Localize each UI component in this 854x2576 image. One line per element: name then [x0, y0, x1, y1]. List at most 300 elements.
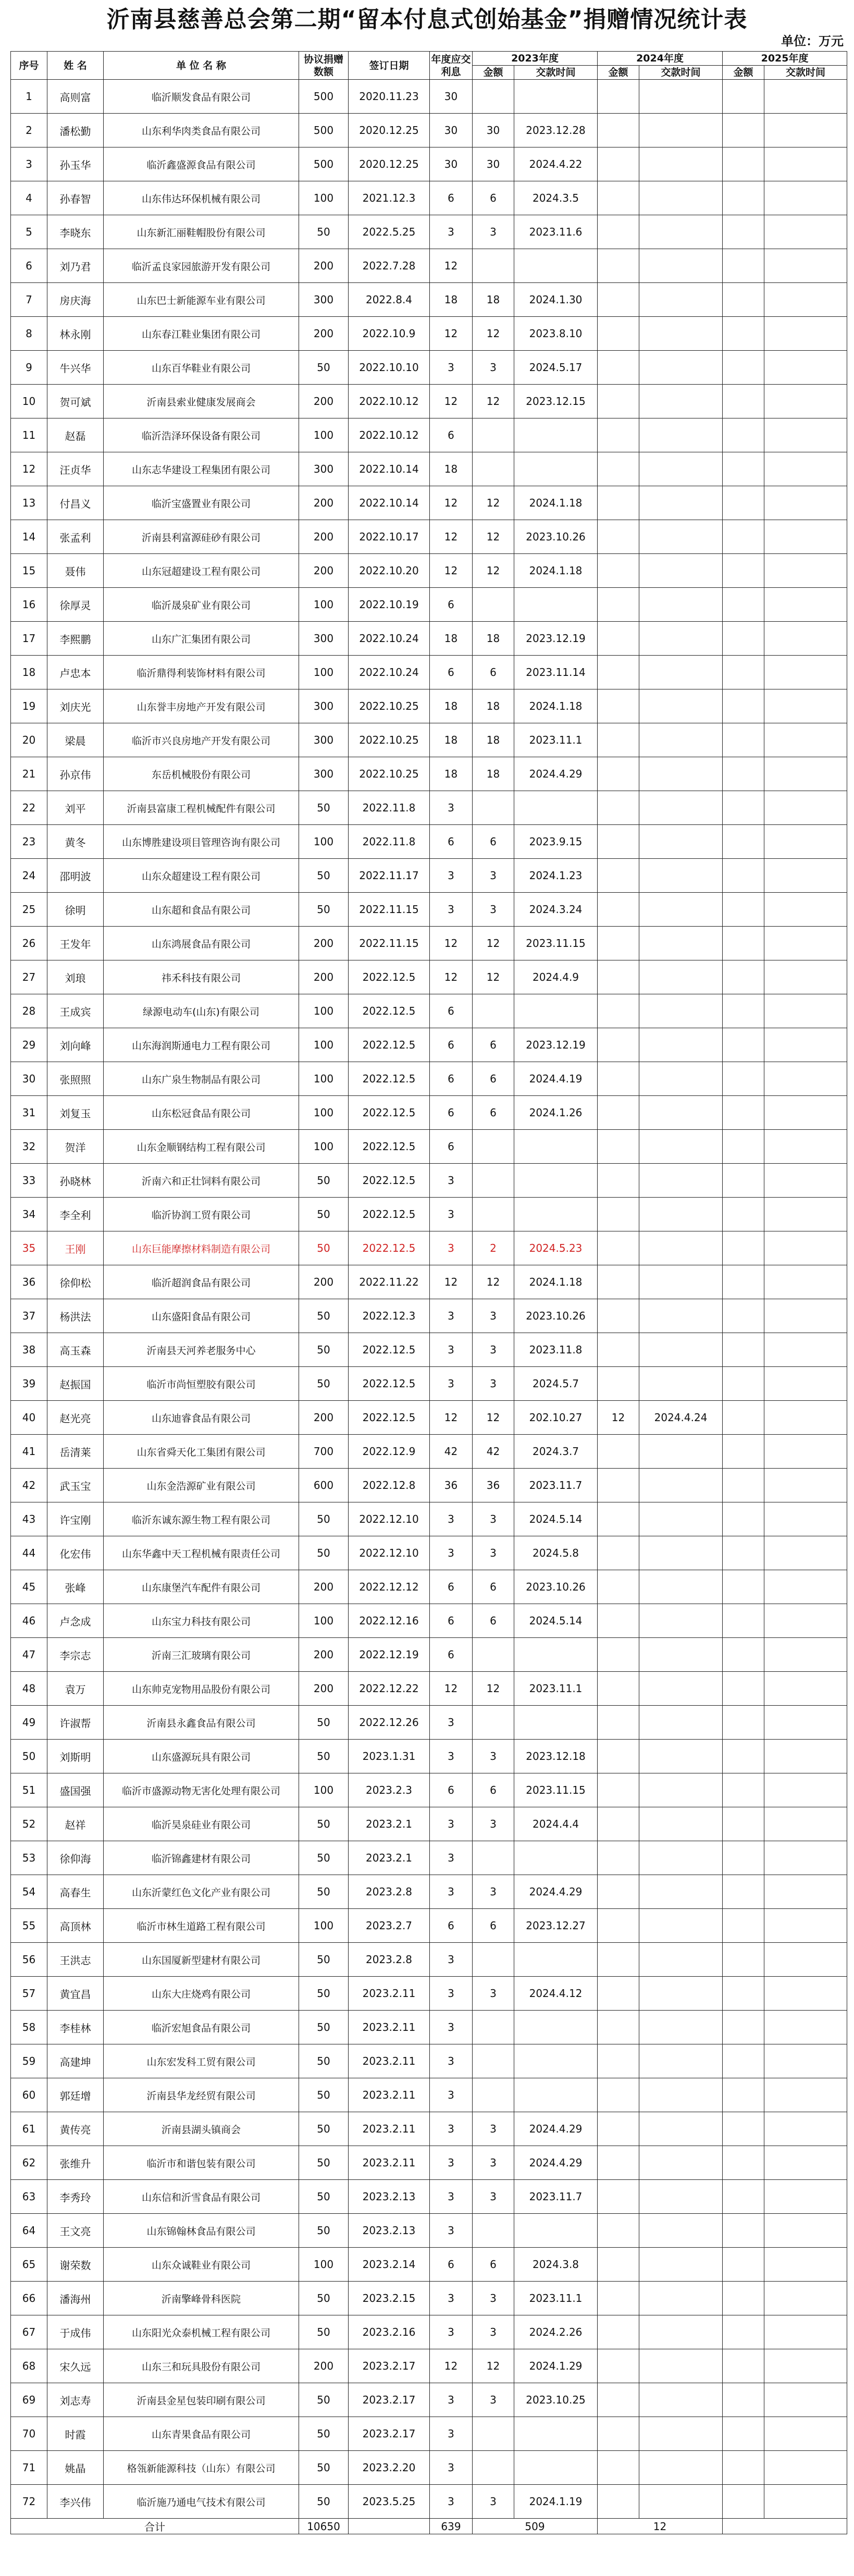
- cell-2025-time: [764, 825, 847, 859]
- cell-2025-amount: [723, 554, 764, 588]
- cell-unit: 山东众诚鞋业有限公司: [104, 2248, 299, 2282]
- cell-2024-amount: [598, 452, 639, 486]
- cell-2025-time: [764, 2078, 847, 2112]
- cell-no: 27: [11, 960, 47, 994]
- cell-date: 2022.12.5: [349, 1096, 430, 1130]
- cell-2024-amount: [598, 2282, 639, 2315]
- table-row: [11, 1231, 847, 1265]
- header-amount: 协议捐赠数额: [299, 52, 349, 80]
- cell-2025-amount: [723, 1096, 764, 1130]
- cell-no: 63: [11, 2180, 47, 2214]
- cell-no: 37: [11, 1299, 47, 1333]
- cell-unit: 山东金浩源矿业有限公司: [104, 1469, 299, 1502]
- cell-name: 高顶林: [47, 1909, 104, 1943]
- cell-2023-amount: [473, 2011, 514, 2044]
- cell-date: 2023.2.13: [349, 2180, 430, 2214]
- cell-amount: 200: [299, 1638, 349, 1672]
- cell-no: 20: [11, 723, 47, 757]
- cell-2024-time: [639, 1773, 723, 1807]
- cell-2025-amount: [723, 1062, 764, 1096]
- cell-2024-amount: [598, 1469, 639, 1502]
- cell-2025-time: [764, 1672, 847, 1706]
- cell-2025-amount: [723, 283, 764, 317]
- cell-name: 高玉森: [47, 1333, 104, 1367]
- cell-no: 55: [11, 1909, 47, 1943]
- total-row: [11, 2519, 847, 2534]
- cell-name: 刘志寿: [47, 2383, 104, 2417]
- cell-unit: 临沂超润食品有限公司: [104, 1265, 299, 1299]
- cell-2024-time: [639, 147, 723, 181]
- cell-2023-time: [514, 2451, 598, 2485]
- cell-annual: 3: [430, 1502, 473, 1536]
- cell-name: 时霞: [47, 2417, 104, 2451]
- cell-unit: 临沂协润工贸有限公司: [104, 1198, 299, 1231]
- cell-2025-amount: [723, 2146, 764, 2180]
- cell-2023-time: 2024.1.30: [514, 283, 598, 317]
- cell-2023-amount: [473, 1943, 514, 1977]
- cell-2024-amount: 12: [598, 1401, 639, 1435]
- cell-2025-time: [764, 1638, 847, 1672]
- cell-2023-amount: 3: [473, 893, 514, 927]
- cell-2025-time: [764, 147, 847, 181]
- cell-no: 1: [11, 80, 47, 114]
- cell-2025-time: [764, 1028, 847, 1062]
- table-row: [11, 114, 847, 147]
- cell-2023-amount: 3: [473, 1807, 514, 1841]
- cell-annual: 3: [430, 2112, 473, 2146]
- cell-2024-amount: [598, 2146, 639, 2180]
- table-row: [11, 1130, 847, 1164]
- table-row: [11, 2011, 847, 2044]
- cell-unit: 山东信和沂雪食品有限公司: [104, 2180, 299, 2214]
- cell-unit: 山东康堡汽车配件有限公司: [104, 1570, 299, 1604]
- cell-2025-time: [764, 1198, 847, 1231]
- cell-date: 2022.10.24: [349, 622, 430, 656]
- cell-2024-amount: [598, 1943, 639, 1977]
- cell-2024-amount: [598, 114, 639, 147]
- cell-unit: 沂南县富康工程机械配件有限公司: [104, 791, 299, 825]
- cell-name: 岳清莱: [47, 1435, 104, 1469]
- cell-annual: 3: [430, 893, 473, 927]
- cell-unit: 山东三和玩具股份有限公司: [104, 2349, 299, 2383]
- cell-name: 赵祥: [47, 1807, 104, 1841]
- cell-no: 4: [11, 181, 47, 215]
- cell-name: 牛兴华: [47, 351, 104, 385]
- cell-2024-amount: [598, 1231, 639, 1265]
- table-row: [11, 554, 847, 588]
- cell-2024-time: [639, 249, 723, 283]
- cell-2025-amount: [723, 1977, 764, 2011]
- cell-no: 18: [11, 656, 47, 689]
- cell-2024-time: [639, 2146, 723, 2180]
- cell-no: 46: [11, 1604, 47, 1638]
- cell-2023-time: [514, 452, 598, 486]
- table-row: [11, 2383, 847, 2417]
- cell-name: 张照照: [47, 1062, 104, 1096]
- cell-date: 2022.11.15: [349, 893, 430, 927]
- cell-name: 孙京伟: [47, 757, 104, 791]
- cell-2024-amount: [598, 2485, 639, 2519]
- cell-2024-time: [639, 622, 723, 656]
- cell-amount: 100: [299, 588, 349, 622]
- cell-2025-time: [764, 1570, 847, 1604]
- cell-date: 2022.12.5: [349, 1164, 430, 1198]
- cell-no: 16: [11, 588, 47, 622]
- cell-2024-time: [639, 1299, 723, 1333]
- cell-2024-amount: [598, 1367, 639, 1401]
- cell-unit: 山东松冠食品有限公司: [104, 1096, 299, 1130]
- cell-2024-amount: [598, 2044, 639, 2078]
- cell-2023-amount: 42: [473, 1435, 514, 1469]
- cell-2025-time: [764, 1909, 847, 1943]
- cell-2024-time: [639, 2282, 723, 2315]
- cell-no: 11: [11, 418, 47, 452]
- cell-no: 7: [11, 283, 47, 317]
- cell-2023-time: 2023.11.7: [514, 2180, 598, 2214]
- cell-unit: 沂南县金星包装印刷有限公司: [104, 2383, 299, 2417]
- cell-2025-time: [764, 2282, 847, 2315]
- cell-no: 41: [11, 1435, 47, 1469]
- cell-2024-time: [639, 2315, 723, 2349]
- cell-date: 2020.11.23: [349, 80, 430, 114]
- cell-2023-time: 2023.11.15: [514, 927, 598, 960]
- cell-unit: 山东宏发科工贸有限公司: [104, 2044, 299, 2078]
- cell-2023-time: 2023.12.28: [514, 114, 598, 147]
- cell-2023-amount: 36: [473, 1469, 514, 1502]
- cell-2025-amount: [723, 1198, 764, 1231]
- cell-date: 2022.12.16: [349, 1604, 430, 1638]
- cell-date: 2022.12.22: [349, 1672, 430, 1706]
- cell-no: 10: [11, 385, 47, 418]
- cell-annual: 18: [430, 757, 473, 791]
- cell-2024-amount: [598, 2315, 639, 2349]
- cell-annual: 3: [430, 2044, 473, 2078]
- cell-2024-time: [639, 418, 723, 452]
- cell-no: 62: [11, 2146, 47, 2180]
- cell-2023-amount: 12: [473, 927, 514, 960]
- cell-2023-time: 2023.10.26: [514, 1570, 598, 1604]
- cell-amount: 50: [299, 351, 349, 385]
- cell-2024-time: [639, 80, 723, 114]
- table-body: [11, 80, 847, 2519]
- cell-2025-time: [764, 1502, 847, 1536]
- cell-2025-amount: [723, 215, 764, 249]
- cell-unit: 临沂锦鑫建材有限公司: [104, 1841, 299, 1875]
- cell-amount: 50: [299, 2282, 349, 2315]
- cell-date: 2022.12.5: [349, 1333, 430, 1367]
- cell-amount: 50: [299, 2214, 349, 2248]
- cell-2023-time: 2024.3.24: [514, 893, 598, 927]
- cell-2025-amount: [723, 80, 764, 114]
- cell-date: 2023.2.11: [349, 2044, 430, 2078]
- total-2024: 12: [598, 2519, 723, 2534]
- cell-amount: 200: [299, 1672, 349, 1706]
- cell-2025-amount: [723, 1841, 764, 1875]
- cell-name: 王洪志: [47, 1943, 104, 1977]
- cell-2023-amount: [473, 791, 514, 825]
- cell-2024-time: [639, 317, 723, 351]
- cell-2025-time: [764, 927, 847, 960]
- cell-no: 52: [11, 1807, 47, 1841]
- cell-2023-time: [514, 2417, 598, 2451]
- cell-date: 2022.12.5: [349, 1130, 430, 1164]
- cell-2025-amount: [723, 1943, 764, 1977]
- cell-no: 57: [11, 1977, 47, 2011]
- cell-2024-time: [639, 2180, 723, 2214]
- cell-no: 51: [11, 1773, 47, 1807]
- cell-annual: 12: [430, 1672, 473, 1706]
- cell-2025-time: [764, 1773, 847, 1807]
- cell-2023-amount: 12: [473, 520, 514, 554]
- cell-name: 刘琅: [47, 960, 104, 994]
- table-row: [11, 723, 847, 757]
- cell-amount: 200: [299, 1401, 349, 1435]
- table-row: [11, 2078, 847, 2112]
- table-row: [11, 1841, 847, 1875]
- table-row: [11, 791, 847, 825]
- total-2023: 509: [473, 2519, 598, 2534]
- cell-2025-time: [764, 1231, 847, 1265]
- cell-name: 刘斯明: [47, 1740, 104, 1773]
- cell-no: 42: [11, 1469, 47, 1502]
- cell-date: 2022.10.25: [349, 757, 430, 791]
- cell-annual: 30: [430, 80, 473, 114]
- cell-2023-time: [514, 791, 598, 825]
- cell-date: 2022.11.15: [349, 927, 430, 960]
- cell-date: 2022.10.14: [349, 452, 430, 486]
- cell-no: 31: [11, 1096, 47, 1130]
- cell-amount: 50: [299, 1807, 349, 1841]
- cell-amount: 300: [299, 757, 349, 791]
- cell-2024-amount: [598, 2248, 639, 2282]
- cell-2023-amount: 12: [473, 1672, 514, 1706]
- cell-name: 王发年: [47, 927, 104, 960]
- cell-2024-amount: [598, 1706, 639, 1740]
- cell-2025-time: [764, 1130, 847, 1164]
- cell-2024-time: [639, 825, 723, 859]
- cell-no: 49: [11, 1706, 47, 1740]
- cell-2024-time: [639, 452, 723, 486]
- cell-no: 17: [11, 622, 47, 656]
- cell-annual: 3: [430, 2180, 473, 2214]
- cell-annual: 12: [430, 927, 473, 960]
- cell-annual: 6: [430, 1130, 473, 1164]
- cell-2023-time: [514, 2011, 598, 2044]
- cell-no: 8: [11, 317, 47, 351]
- cell-2025-amount: [723, 1130, 764, 1164]
- cell-2025-amount: [723, 893, 764, 927]
- cell-date: 2022.12.8: [349, 1469, 430, 1502]
- cell-annual: 30: [430, 147, 473, 181]
- table-row: [11, 2248, 847, 2282]
- cell-2025-amount: [723, 418, 764, 452]
- cell-amount: 50: [299, 215, 349, 249]
- table-row: [11, 859, 847, 893]
- cell-2025-amount: [723, 1164, 764, 1198]
- cell-no: 50: [11, 1740, 47, 1773]
- cell-2024-amount: [598, 147, 639, 181]
- cell-annual: 3: [430, 1841, 473, 1875]
- cell-2023-time: 2024.1.18: [514, 554, 598, 588]
- cell-name: 徐厚灵: [47, 588, 104, 622]
- cell-amount: 700: [299, 1435, 349, 1469]
- cell-unit: 山东誉丰房地产开发有限公司: [104, 689, 299, 723]
- cell-unit: 临沂东诚东源生物工程有限公司: [104, 1502, 299, 1536]
- cell-amount: 50: [299, 2146, 349, 2180]
- cell-2024-amount: [598, 893, 639, 927]
- table-row: [11, 2315, 847, 2349]
- cell-unit: 山东冠超建设工程有限公司: [104, 554, 299, 588]
- cell-date: 2022.10.12: [349, 418, 430, 452]
- cell-date: 2022.10.19: [349, 588, 430, 622]
- cell-2024-time: [639, 114, 723, 147]
- cell-annual: 6: [430, 588, 473, 622]
- cell-name: 黄宜昌: [47, 1977, 104, 2011]
- cell-2024-time: [639, 757, 723, 791]
- cell-2025-amount: [723, 1773, 764, 1807]
- cell-amount: 50: [299, 791, 349, 825]
- cell-name: 盛国强: [47, 1773, 104, 1807]
- cell-2025-amount: [723, 249, 764, 283]
- cell-2025-time: [764, 2146, 847, 2180]
- cell-unit: 山东锦翰林食品有限公司: [104, 2214, 299, 2248]
- cell-2025-time: [764, 2044, 847, 2078]
- cell-2025-time: [764, 1333, 847, 1367]
- cell-date: 2022.10.25: [349, 723, 430, 757]
- cell-date: 2023.2.14: [349, 2248, 430, 2282]
- cell-unit: 临沂施乃通电气技术有限公司: [104, 2485, 299, 2519]
- cell-date: 2023.2.11: [349, 2078, 430, 2112]
- cell-2023-time: [514, 2044, 598, 2078]
- donation-table: [10, 51, 847, 2534]
- cell-date: 2023.2.7: [349, 1909, 430, 1943]
- cell-no: 66: [11, 2282, 47, 2315]
- cell-no: 26: [11, 927, 47, 960]
- cell-annual: 3: [430, 2011, 473, 2044]
- cell-2024-amount: [598, 960, 639, 994]
- cell-unit: 山东巨能摩擦材料制造有限公司: [104, 1231, 299, 1265]
- cell-2024-amount: [598, 588, 639, 622]
- cell-2024-time: [639, 1570, 723, 1604]
- cell-amount: 200: [299, 1265, 349, 1299]
- cell-2023-time: 2023.12.18: [514, 1740, 598, 1773]
- cell-2023-time: 2023.11.1: [514, 1672, 598, 1706]
- cell-date: 2022.12.26: [349, 1706, 430, 1740]
- cell-2024-amount: [598, 1435, 639, 1469]
- cell-2024-time: [639, 1875, 723, 1909]
- table-row: [11, 1333, 847, 1367]
- cell-unit: 山东伟达环保机械有限公司: [104, 181, 299, 215]
- table-row: [11, 1265, 847, 1299]
- cell-annual: 3: [430, 2485, 473, 2519]
- cell-2025-amount: [723, 656, 764, 689]
- cell-2024-amount: [598, 317, 639, 351]
- cell-amount: 200: [299, 317, 349, 351]
- cell-annual: 12: [430, 317, 473, 351]
- cell-amount: 50: [299, 893, 349, 927]
- cell-2025-amount: [723, 147, 764, 181]
- cell-2023-amount: [473, 1706, 514, 1740]
- cell-unit: 临沂孟良家园旅游开发有限公司: [104, 249, 299, 283]
- cell-2023-amount: 3: [473, 351, 514, 385]
- cell-name: 潘海州: [47, 2282, 104, 2315]
- cell-amount: 50: [299, 1706, 349, 1740]
- cell-2023-amount: [473, 994, 514, 1028]
- cell-annual: 12: [430, 960, 473, 994]
- cell-no: 71: [11, 2451, 47, 2485]
- cell-annual: 6: [430, 1909, 473, 1943]
- cell-2023-amount: 3: [473, 1367, 514, 1401]
- table-row: [11, 2180, 847, 2214]
- cell-date: 2020.12.25: [349, 114, 430, 147]
- table-row: [11, 520, 847, 554]
- table-row: [11, 1502, 847, 1536]
- header-no: 序号: [11, 52, 47, 80]
- cell-name: 李桂林: [47, 2011, 104, 2044]
- cell-2025-time: [764, 114, 847, 147]
- cell-name: 梁晨: [47, 723, 104, 757]
- cell-date: 2022.10.12: [349, 385, 430, 418]
- cell-2023-amount: [473, 2214, 514, 2248]
- cell-annual: 6: [430, 181, 473, 215]
- cell-name: 张孟利: [47, 520, 104, 554]
- cell-2023-time: 2024.4.9: [514, 960, 598, 994]
- cell-unit: 沂南县永鑫食品有限公司: [104, 1706, 299, 1740]
- cell-2023-amount: 3: [473, 859, 514, 893]
- cell-2023-amount: 12: [473, 960, 514, 994]
- cell-2025-time: [764, 1943, 847, 1977]
- cell-amount: 50: [299, 1977, 349, 2011]
- cell-2023-amount: 3: [473, 1502, 514, 1536]
- header-unit: 单 位 名 称: [104, 52, 299, 80]
- cell-2023-time: [514, 1130, 598, 1164]
- cell-2024-amount: [598, 656, 639, 689]
- cell-2024-time: [639, 554, 723, 588]
- cell-annual: 12: [430, 385, 473, 418]
- cell-annual: 3: [430, 1198, 473, 1231]
- table-row: [11, 1062, 847, 1096]
- cell-2025-amount: [723, 723, 764, 757]
- table-row: [11, 486, 847, 520]
- cell-amount: 50: [299, 2011, 349, 2044]
- cell-amount: 50: [299, 1231, 349, 1265]
- cell-no: 5: [11, 215, 47, 249]
- cell-2023-amount: [473, 2044, 514, 2078]
- cell-2023-time: 2023.12.15: [514, 385, 598, 418]
- cell-name: 徐明: [47, 893, 104, 927]
- cell-date: 2022.12.5: [349, 1062, 430, 1096]
- cell-2024-time: [639, 215, 723, 249]
- cell-2024-time: [639, 2248, 723, 2282]
- cell-2023-time: 2024.1.23: [514, 859, 598, 893]
- cell-2023-amount: 3: [473, 2383, 514, 2417]
- cell-2024-amount: [598, 2417, 639, 2451]
- cell-2024-amount: [598, 351, 639, 385]
- cell-amount: 300: [299, 723, 349, 757]
- cell-name: 孙玉华: [47, 147, 104, 181]
- cell-2023-amount: 12: [473, 1265, 514, 1299]
- cell-amount: 50: [299, 2417, 349, 2451]
- cell-2023-amount: 18: [473, 723, 514, 757]
- header-year-2024: 2024年度: [598, 52, 723, 66]
- cell-amount: 300: [299, 283, 349, 317]
- cell-annual: 3: [430, 215, 473, 249]
- cell-2024-time: [639, 2451, 723, 2485]
- cell-amount: 600: [299, 1469, 349, 1502]
- cell-annual: 3: [430, 1231, 473, 1265]
- table-row: [11, 1435, 847, 1469]
- cell-annual: 12: [430, 486, 473, 520]
